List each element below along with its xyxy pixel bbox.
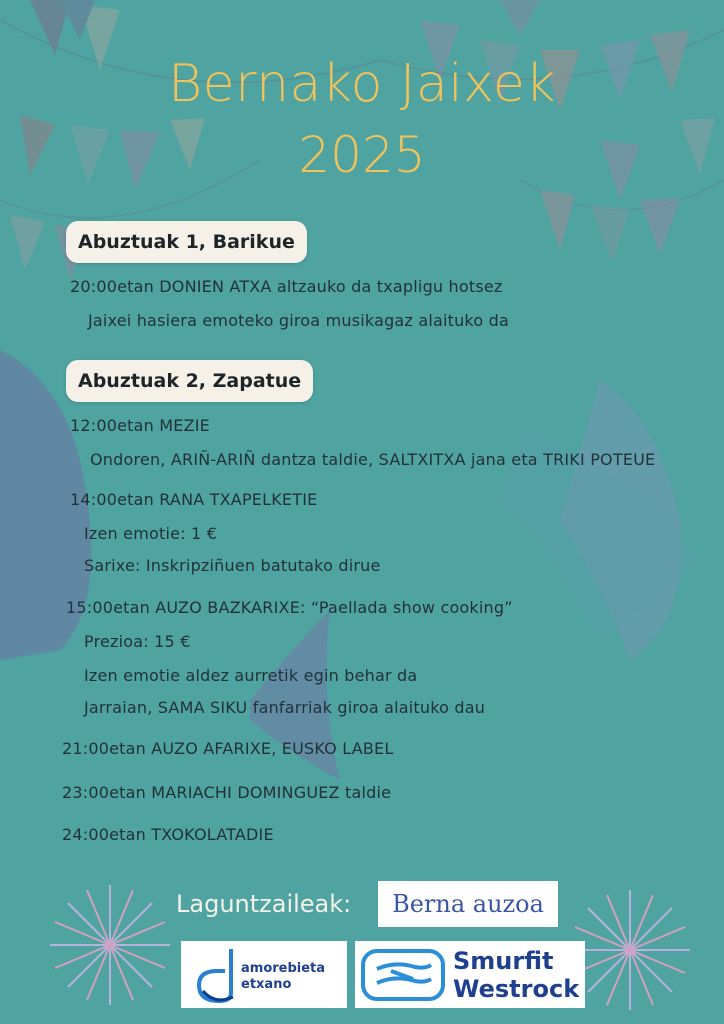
day2-line: Izen emotie: 1 € <box>84 524 218 543</box>
day2-line: 14:00etan RANA TXAPELKETIE <box>70 490 318 509</box>
smurfit-text: Smurfit <box>453 947 554 975</box>
day2-line: 12:00etan MEZIE <box>70 416 210 435</box>
day2-line: Sarixe: Inskripziñuen batutako dirue <box>84 556 381 575</box>
berna-auzoa-logo: Berna auzoa <box>378 881 558 927</box>
day1-heading: Abuztuak 1, Barikue <box>66 221 307 263</box>
day2-line: Ondoren, ARIÑ-ARIÑ dantza taldie, SALTXITXA jana eta TRIKI POTEUE <box>90 450 656 469</box>
day2-heading: Abuztuak 2, Zapatue <box>66 360 313 402</box>
title-line-2: 2025 <box>298 126 426 184</box>
day2-line: 21:00etan AUZO AFARIXE, EUSKO LABEL <box>62 739 394 758</box>
day2-line: 15:00etan AUZO BAZKARIXE: “Paellada show cooking” <box>66 598 513 617</box>
amorebieta-etxano-logo <box>181 941 347 1008</box>
sponsors-label: Laguntzaileak: <box>176 890 352 918</box>
day2-line: 24:00etan TXOKOLATADIE <box>62 825 274 844</box>
firework-left <box>50 885 170 1005</box>
etxano-text: etxano <box>241 977 292 992</box>
westrock-text: Westrock <box>453 975 580 1003</box>
amorebieta-text: amorebieta <box>241 961 326 976</box>
firework-right <box>570 890 690 1010</box>
title-line-1: Bernako Jaixek <box>168 54 556 114</box>
day1-line: 20:00etan DONIEN ATXA altzauko da txapligu hotsez <box>70 277 503 296</box>
day2-line: Jarraian, SAMA SIKU fanfarriak giroa alaituko dau <box>84 698 486 717</box>
day2-line: Izen emotie aldez aurretik egin behar da <box>84 666 418 685</box>
smurfit-westrock-logo <box>355 941 585 1008</box>
day2-line: 23:00etan MARIACHI DOMINGUEZ taldie <box>62 783 392 802</box>
day2-line: Prezioa: 15 € <box>84 632 191 651</box>
day1-line: Jaixei hasiera emoteko giroa musikagaz alaituko da <box>88 311 509 330</box>
